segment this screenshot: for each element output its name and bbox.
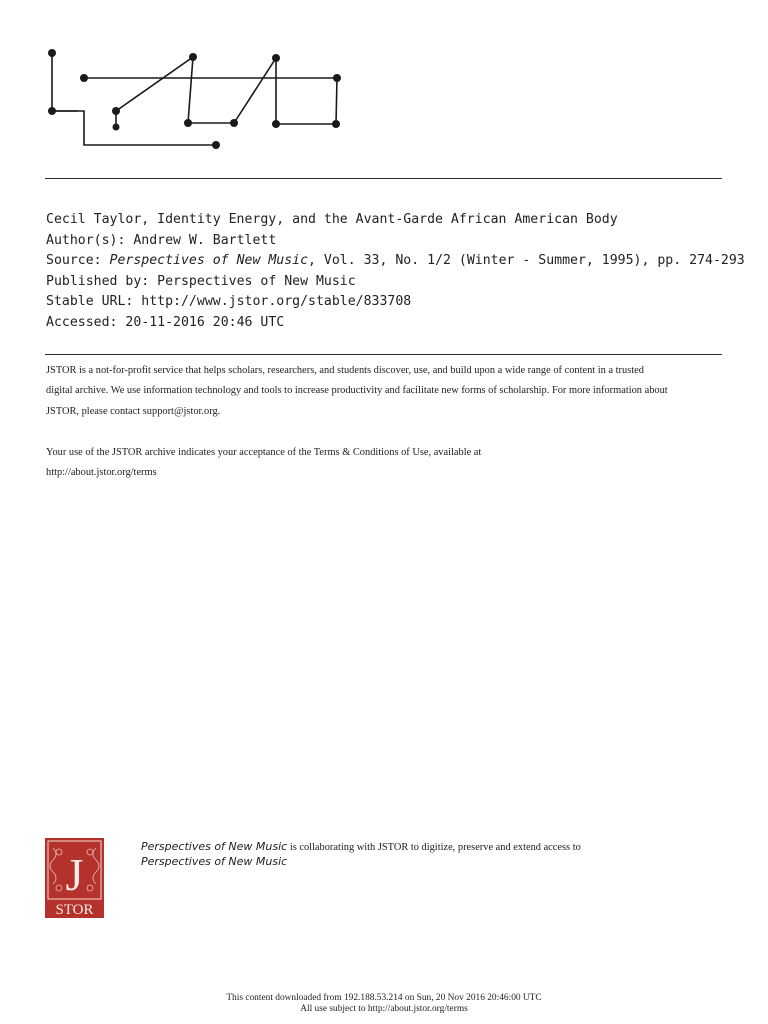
collaboration-journal: Perspectives of New Music [141,840,288,853]
source-line [46,251,745,272]
accessed-date: 20-11-2016 20:46 UTC [125,314,285,330]
terms-line-1: Your use of the JSTOR archive indicates your acceptance of the Terms & Conditions of Use, available at [46,447,482,458]
jstor-logo-letter: J [65,849,84,900]
stable-url-label: Stable URL: [46,294,134,310]
stable-url-line [46,292,726,313]
publisher-line [46,272,726,293]
author-name: Andrew W. Bartlett [133,232,277,248]
collaboration-statement [141,840,701,869]
source-journal: Perspectives of New Music [109,253,309,269]
source-label: Source: [46,253,102,269]
stable-url-link[interactable]: http://www.jstor.org/stable/833708 [141,294,412,310]
perspectives-of-new-music-logo-icon [40,40,360,160]
citation-block [46,210,745,334]
notice-line-1: JSTOR is a not-for-profit service that helps scholars, researchers, and students discover, use, and build upon a wide range of content in a trusted [46,365,644,376]
jstor-logo-wordmark: STOR [55,902,94,918]
download-footer [0,993,768,1015]
collaboration-journal-2: Perspectives of New Music [141,855,288,868]
author-line [46,231,726,252]
jstor-logo-icon [45,838,104,918]
publisher-label: Published by: [46,273,150,289]
publisher-name: Perspectives of New Music [157,273,356,289]
footer-terms-line: All use subject to http://about.jstor.org/terms [300,1004,468,1014]
accessed-line [46,313,726,334]
source-details: , Vol. 33, No. 1/2 (Winter - Summer, 1995), pp. 274-293 [308,253,745,269]
terms-link[interactable]: http://about.jstor.org/terms [46,467,157,479]
collaboration-line-1 [141,840,701,855]
top-divider [45,178,722,179]
accessed-label: Accessed: [46,314,118,330]
notice-line-2: digital archive. We use information technology and tools to increase productivity and facilitate new forms of scholarship. For more information about [46,385,668,397]
terms-notice [46,443,726,484]
article-title: Cecil Taylor, Identity Energy, and the Avant-Garde African American Body [46,212,618,227]
middle-divider [45,354,722,355]
author-label: Author(s): [46,232,126,248]
collaboration-text: is collaborating with JSTOR to digitize, preserve and extend access to [287,842,581,853]
notice-line-3: JSTOR, please contact support@jstor.org. [46,405,221,417]
footer-download-line: This content downloaded from 192.188.53.214 on Sun, 20 Nov 2016 20:46:00 UTC [226,993,542,1003]
jstor-notice [46,361,726,422]
